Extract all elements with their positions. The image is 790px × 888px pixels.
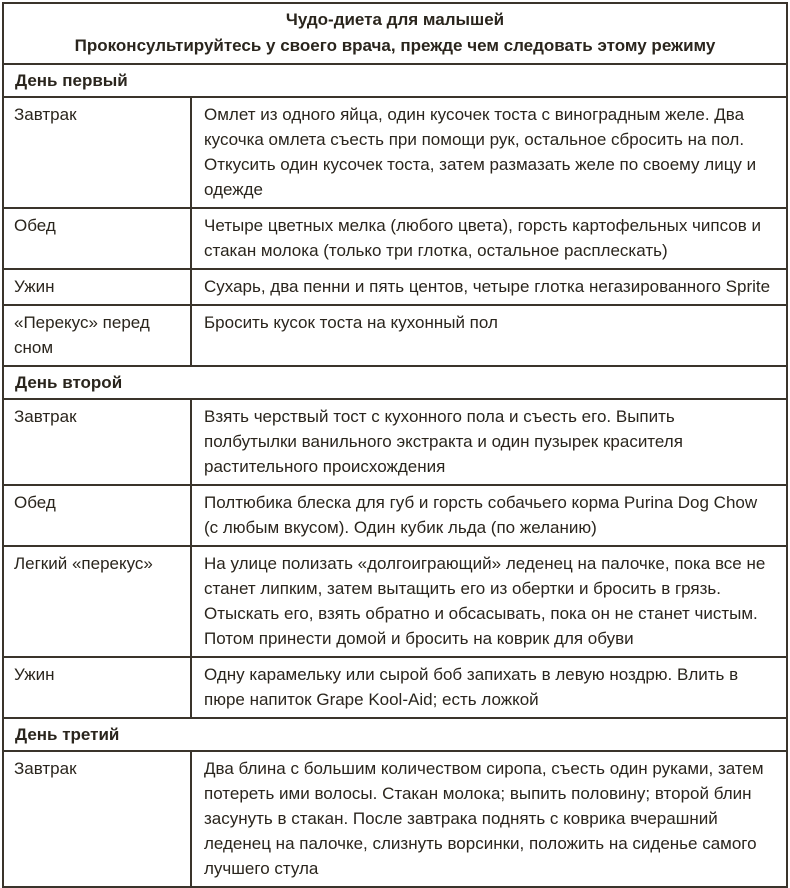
day-header: День первый (4, 65, 786, 98)
meal-description: Омлет из одного яйца, один кусочек тоста с виноградным желе. Два кусочка омлета съесть при помощи рук, остальное сбросить на пол. Откусить один кусочек тоста, затем размазать желе по своему лицу и одежде (204, 105, 757, 199)
table-row (4, 209, 786, 270)
meal-name: Завтрак (4, 400, 192, 484)
meal-description: Одну карамельку или сырой боб запихать в левую ноздрю. Влить в пюре напиток Grape Kool-Aid; есть ложкой (204, 665, 739, 709)
meal-name: Обед (4, 486, 192, 545)
meal-name: Обед (4, 209, 192, 268)
table-row (4, 658, 786, 719)
table-title-line2: Проконсультируйтесь у своего врача, прежде чем следовать этому режиму (74, 36, 716, 55)
days-container (4, 65, 786, 886)
table-row (4, 547, 786, 658)
day-section (4, 719, 786, 886)
table-title-line1: Чудо-диета для малышей (285, 10, 505, 29)
day-header: День третий (4, 719, 786, 752)
meal-description: Взять черствый тост с кухонного пола и съесть его. Выпить полбутылки ванильного экстракта и один пузырек красителя растительного происхождения (204, 407, 683, 476)
table-row (4, 400, 786, 486)
meal-description: Сухарь, два пенни и пять центов, четыре глотка негазированного Sprite (204, 277, 771, 296)
meal-description: На улице полизать «долгоиграющий» леденец на палочке, пока все не станет липким, затем вытащить его из обертки и бросить в грязь. Отыскать его, взять обратно и обсасывать, пока он не станет чистым. Потом принести домой и бросить на коврик для обуви (204, 554, 766, 648)
table-row (4, 306, 786, 367)
day-rows (4, 400, 786, 719)
meal-name: Ужин (4, 270, 192, 304)
meal-name: Завтрак (4, 98, 192, 207)
meal-name: Ужин (4, 658, 192, 717)
meal-name: Легкий «перекус» (4, 547, 192, 656)
table-row (4, 270, 786, 306)
diet-table (2, 2, 788, 888)
day-section (4, 65, 786, 367)
day-rows (4, 98, 786, 367)
meal-name: Завтрак (4, 752, 192, 886)
meal-description: Два блина с большим количеством сиропа, съесть один руками, затем потереть ими волосы. Стакан молока; выпить половину; второй блин засунуть в стакан. После завтрака поднять с коврика вчерашний леденец на палочке, слизнуть ворсинки, положить на сиденье самого лучшего стула (204, 759, 764, 878)
table-row (4, 752, 786, 886)
meal-description: Полтюбика блеска для губ и горсть собачьего корма Purina Dog Chow (с любым вкусом). Один кубик льда (по желанию) (204, 493, 758, 537)
day-rows (4, 752, 786, 886)
meal-description: Четыре цветных мелка (любого цвета), горсть картофельных чипсов и стакан молока (только три глотка, остальное расплескать) (204, 216, 762, 260)
day-section (4, 367, 786, 719)
meal-description: Бросить кусок тоста на кухонный пол (204, 313, 498, 332)
day-header: День второй (4, 367, 786, 400)
table-row (4, 486, 786, 547)
table-title (4, 4, 786, 65)
table-row (4, 98, 786, 209)
meal-name: «Перекус» перед сном (4, 306, 192, 365)
